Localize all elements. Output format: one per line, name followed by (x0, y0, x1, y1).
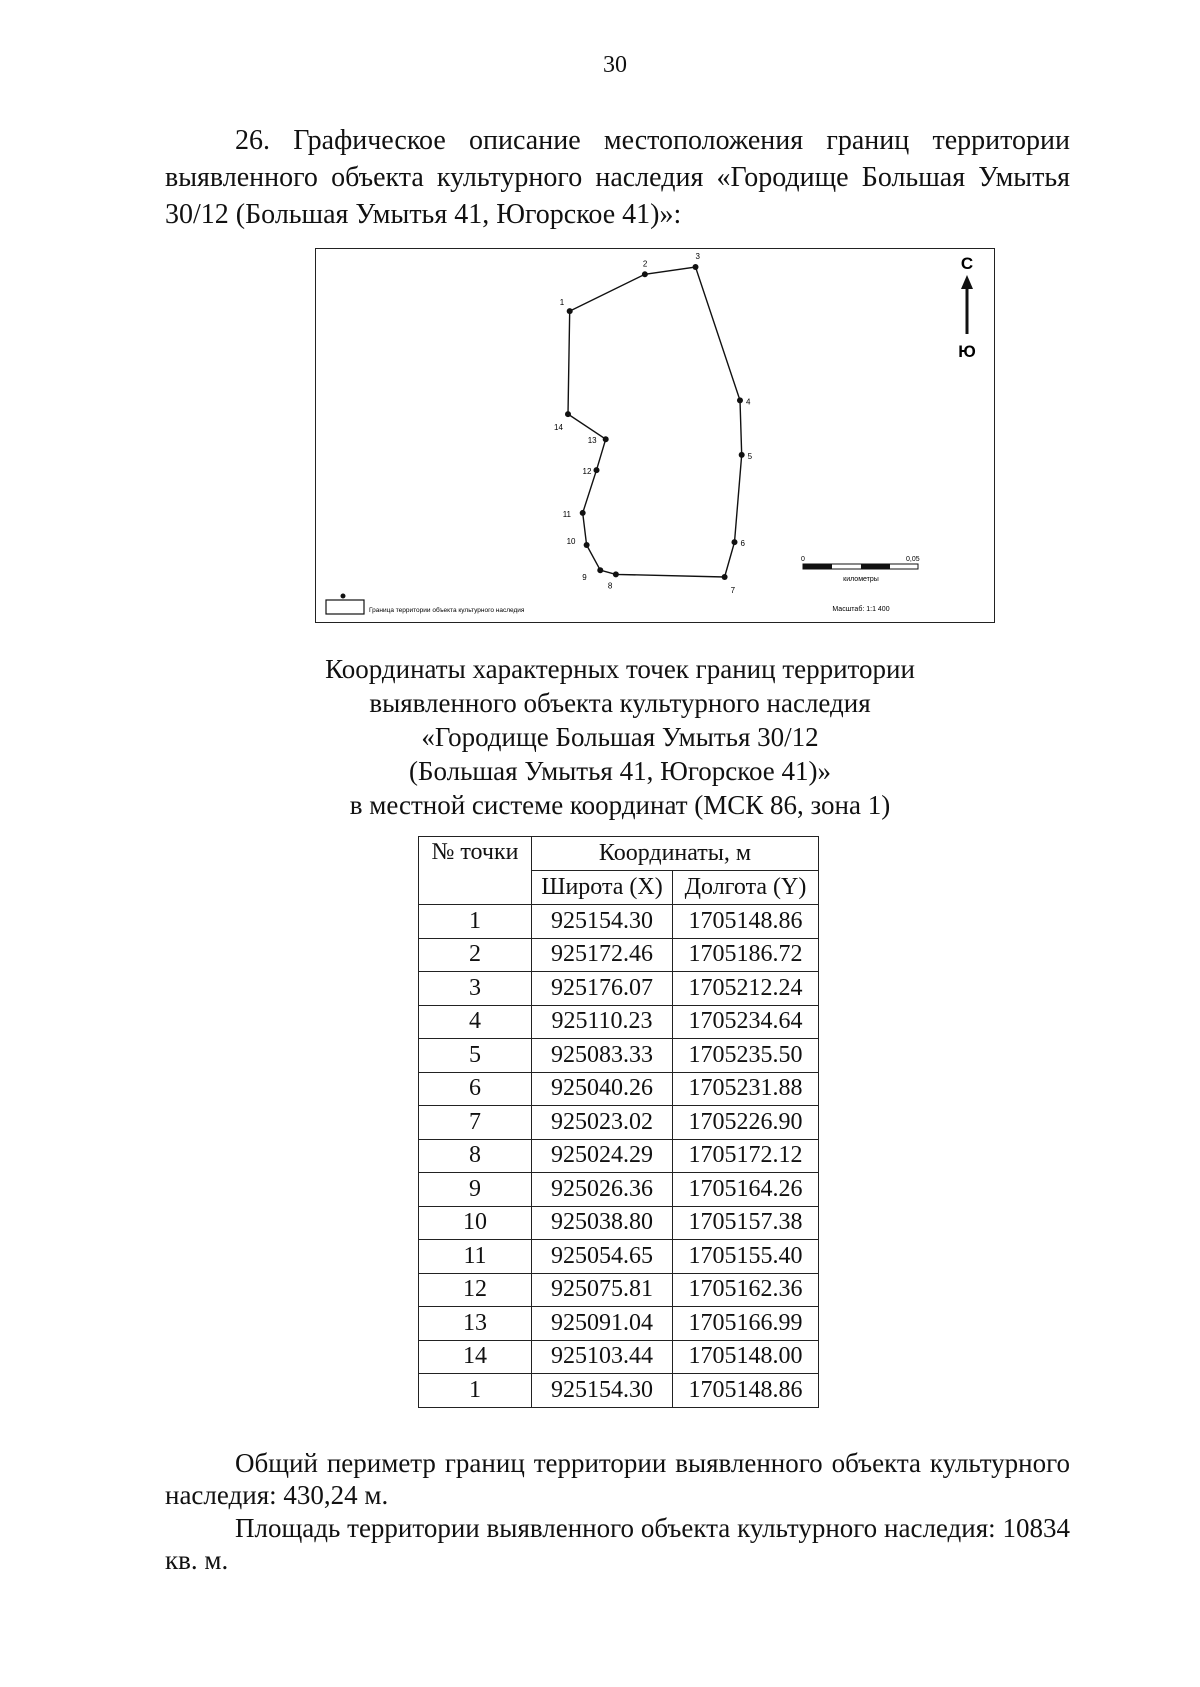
x-coordinate-cell: 925083.33 (532, 1039, 673, 1073)
table-row (419, 1139, 819, 1173)
y-coordinate-cell: 1705172.12 (673, 1139, 819, 1173)
boundary-point (613, 571, 619, 577)
coordinates-caption (0, 652, 1200, 822)
x-coordinate-cell: 925024.29 (532, 1139, 673, 1173)
x-coordinate-cell: 925038.80 (532, 1206, 673, 1240)
x-coordinate-cell: 925075.81 (532, 1273, 673, 1307)
y-coordinate-cell: 1705212.24 (673, 972, 819, 1006)
table-row (419, 1072, 819, 1106)
boundary-point (739, 452, 745, 458)
y-coordinate-cell: 1705148.86 (673, 1374, 819, 1408)
y-coordinate-cell: 1705231.88 (673, 1072, 819, 1106)
page-number: 30 (603, 52, 627, 78)
boundary-point (565, 411, 571, 417)
x-coordinate-cell: 925172.46 (532, 938, 673, 972)
x-coordinate-cell: 925103.44 (532, 1340, 673, 1374)
boundary-map-svg (316, 249, 993, 621)
boundary-point-label: 2 (642, 259, 648, 269)
y-coordinate-cell: 1705157.38 (673, 1206, 819, 1240)
coordinates-table-body (419, 905, 819, 1408)
north-arrow-icon (958, 254, 976, 361)
boundary-point-label: 6 (740, 539, 745, 549)
boundary-point-label: 12 (582, 467, 592, 477)
col-header-x: Широта (X) (532, 871, 673, 905)
y-coordinate-cell: 1705148.86 (673, 905, 819, 939)
legend-box-icon (326, 600, 364, 614)
boundary-point-label: 9 (582, 573, 587, 583)
x-coordinate-cell: 925176.07 (532, 972, 673, 1006)
table-row (419, 1005, 819, 1039)
boundary-point-label: 4 (745, 397, 751, 407)
boundary-point-label: 5 (747, 451, 753, 461)
point-number-cell: 1 (419, 905, 532, 939)
caption-line: в местной системе координат (МСК 86, зона 1) (349, 790, 891, 820)
table-row (419, 938, 819, 972)
boundary-point-label: 10 (566, 537, 576, 547)
table-row (419, 1307, 819, 1341)
boundary-point (567, 308, 573, 314)
table-row (419, 1039, 819, 1073)
boundary-point-label: 13 (587, 436, 597, 446)
table-row (419, 1374, 819, 1408)
legend-point-icon (341, 594, 346, 599)
table-row (419, 972, 819, 1006)
boundary-polygon (568, 267, 742, 577)
point-number-cell: 1 (419, 1374, 532, 1408)
boundary-point (603, 436, 609, 442)
boundary-point-label: 11 (562, 509, 572, 519)
boundary-point (722, 574, 728, 580)
compass-north-label: С (960, 254, 974, 273)
x-coordinate-cell: 925040.26 (532, 1072, 673, 1106)
y-coordinate-cell: 1705164.26 (673, 1173, 819, 1207)
x-coordinate-cell: 925054.65 (532, 1240, 673, 1274)
caption-line: (Большая Умытья 41, Югорское 41)» (408, 756, 832, 786)
point-number-cell: 2 (419, 938, 532, 972)
boundary-point (584, 542, 590, 548)
point-number-cell: 3 (419, 972, 532, 1006)
boundary-point (594, 467, 600, 473)
table-row (419, 1106, 819, 1140)
col-header-y: Долгота (Y) (673, 871, 819, 905)
section-heading: 26. Графическое описание местоположения границ территории выявленного объекта культурного наследия «Городище Большая Умытья 30/12 (Большая Умытья 41, Югорское 41)»: (165, 125, 1070, 230)
boundary-point (693, 264, 699, 270)
x-coordinate-cell: 925026.36 (532, 1173, 673, 1207)
table-row (419, 1273, 819, 1307)
boundary-point-label: 1 (559, 298, 565, 308)
scale-zero: 0 (801, 556, 805, 563)
y-coordinate-cell: 1705162.36 (673, 1273, 819, 1307)
caption-line: Координаты характерных точек границ территории (325, 654, 915, 684)
caption-line: выявленного объекта культурного наследия (369, 688, 871, 718)
y-coordinate-cell: 1705186.72 (673, 938, 819, 972)
col-header-point: № точки (419, 837, 532, 905)
point-number-cell: 4 (419, 1005, 532, 1039)
point-number-cell: 8 (419, 1139, 532, 1173)
y-coordinate-cell: 1705155.40 (673, 1240, 819, 1274)
compass-south-label: Ю (958, 342, 976, 361)
point-number-cell: 12 (419, 1273, 532, 1307)
table-row (419, 905, 819, 939)
y-coordinate-cell: 1705234.64 (673, 1005, 819, 1039)
x-coordinate-cell: 925110.23 (532, 1005, 673, 1039)
caption-line: «Городище Большая Умытья 30/12 (421, 722, 819, 752)
table-row (419, 1173, 819, 1207)
boundary-point (597, 567, 603, 573)
point-number-cell: 6 (419, 1072, 532, 1106)
perimeter-text: Общий периметр границ территории выявленного объекта культурного наследия: 430,24 м. (165, 1448, 1070, 1510)
boundary-point (580, 510, 586, 516)
col-header-coords: Координаты, м (532, 837, 819, 871)
area-text: Площадь территории выявленного объекта культурного наследия: 10834 кв. м. (165, 1513, 1070, 1575)
boundary-point (731, 539, 737, 545)
boundary-point (642, 271, 648, 277)
point-number-cell: 7 (419, 1106, 532, 1140)
point-number-cell: 13 (419, 1307, 532, 1341)
scale-ratio: Масштаб: 1:1 400 (832, 606, 890, 613)
table-row (419, 1240, 819, 1274)
boundary-point-label: 7 (730, 586, 736, 595)
x-coordinate-cell: 925091.04 (532, 1307, 673, 1341)
summary (165, 1447, 1070, 1577)
point-number-cell: 11 (419, 1240, 532, 1274)
legend-text: Граница территории объекта культурного наследия (369, 607, 525, 614)
x-coordinate-cell: 925154.30 (532, 905, 673, 939)
boundary-point-label: 8 (607, 581, 613, 591)
scale-max: 0,05 (906, 556, 920, 563)
y-coordinate-cell: 1705148.00 (673, 1340, 819, 1374)
point-number-cell: 5 (419, 1039, 532, 1073)
scale-unit: километры (843, 576, 879, 583)
scale-bar (801, 556, 920, 613)
boundary-map (315, 248, 995, 623)
x-coordinate-cell: 925154.30 (532, 1374, 673, 1408)
point-number-cell: 10 (419, 1206, 532, 1240)
y-coordinate-cell: 1705166.99 (673, 1307, 819, 1341)
table-row (419, 1206, 819, 1240)
x-coordinate-cell: 925023.02 (532, 1106, 673, 1140)
map-legend (326, 594, 525, 615)
point-number-cell: 14 (419, 1340, 532, 1374)
boundary-point-label: 14 (554, 423, 563, 433)
table-row (419, 1340, 819, 1374)
y-coordinate-cell: 1705235.50 (673, 1039, 819, 1073)
y-coordinate-cell: 1705226.90 (673, 1106, 819, 1140)
boundary-point (737, 397, 743, 403)
boundary-point-label: 3 (695, 252, 700, 261)
coordinates-table (418, 836, 819, 1408)
point-number-cell: 9 (419, 1173, 532, 1207)
